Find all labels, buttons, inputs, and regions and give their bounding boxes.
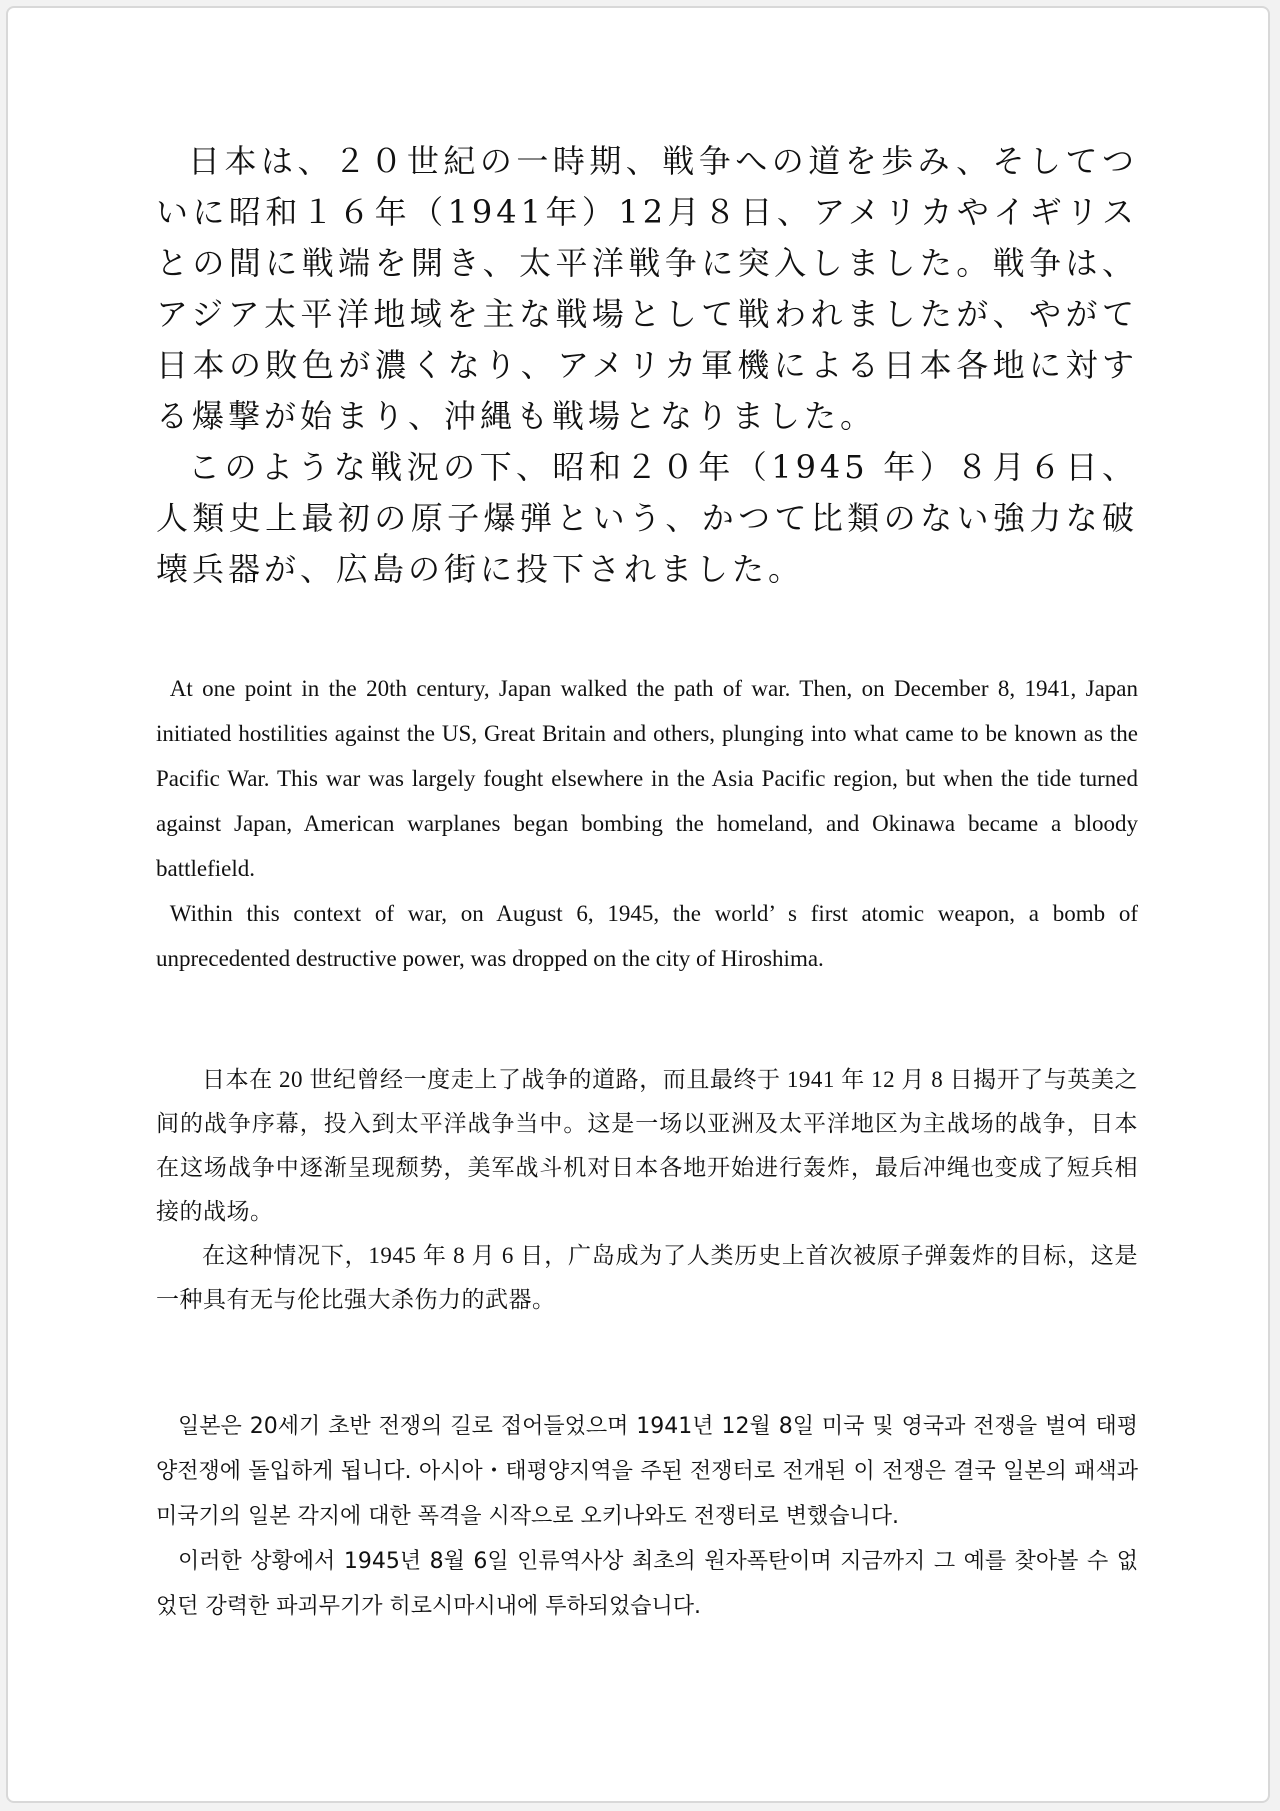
chinese-text-section [156,1058,1138,1322]
english-text-section [156,666,1138,981]
chinese-paragraph-2: 在这种情况下，1945 年 8 月 6 日，广岛成为了人类历史上首次被原子弹轰炸的目标，这是一种具有无与伦比强大杀伤力的武器。 [156,1243,1138,1312]
japanese-paragraph-2: このような戦況の下、昭和２０年（1945 年）８月６日、人類史上最初の原子爆弾という、かつて比類のない強力な破壊兵器が、広島の街に投下されました。 [156,448,1138,588]
japanese-text-section [156,136,1138,595]
chinese-paragraph-1: 日本在 20 世纪曾经一度走上了战争的道路，而且最终于 1941 年 12 月 8 日揭开了与英美之间的战争序幕，投入到太平洋战争当中。这是一场以亚洲及太平洋地区为主战场的战争，日本在这场战争中逐渐呈现颓势，美军战斗机对日本各地开始进行轰炸，最后冲绳也变成了短兵相接的战场。 [156,1067,1138,1224]
english-paragraph-1: At one point in the 20th century, Japan walked the path of war. Then, on December 8, 1941, Japan initiated hostilities against the US, Great Britain and others, plunging into what came to be known as the Pacific War. This war was largely fought elsewhere in the Asia Pacific region, but when the tide turned against Japan, American warplanes began bombing the homeland, and Okinawa became a bloody battlefield. [156,676,1138,881]
japanese-paragraph-1: 日本は、２０世紀の一時期、戦争への道を歩み、そしてついに昭和１６年（1941年）12月８日、アメリカやイギリスとの間に戦端を開き、太平洋戦争に突入しました。戦争は、アジア太平洋地域を主な戦場として戦われましたが、やがて日本の敗色が濃くなり、アメリカ軍機による日本各地に対する爆撃が始まり、沖縄も戦場となりました。 [156,142,1138,435]
english-paragraph-2: Within this context of war, on August 6, 1945, the world’ s first atomic weapon, a bomb of unprecedented destructive power, was dropped on the city of Hiroshima. [156,901,1138,971]
korean-paragraph-2: 이러한 상황에서 1945년 8월 6일 인류역사상 최초의 원자폭탄이며 지금까지 그 예를 찾아볼 수 없었던 강력한 파괴무기가 히로시마시내에 투하되었습니다. [156,1549,1138,1619]
korean-paragraph-1: 일본은 20세기 초반 전쟁의 길로 접어들었으며 1941년 12월 8일 미국 및 영국과 전쟁을 벌여 태평양전쟁에 돌입하게 됩니다. 아시아・태평양지역을 주된 전쟁터로 전개된 이 전쟁은 결국 일본의 패색과 미국기의 일본 각지에 대한 폭격을 시작으로 오키나와도 전쟁터로 변했습니다. [156,1414,1138,1529]
document-page [6,6,1270,1803]
korean-text-section [156,1404,1138,1629]
